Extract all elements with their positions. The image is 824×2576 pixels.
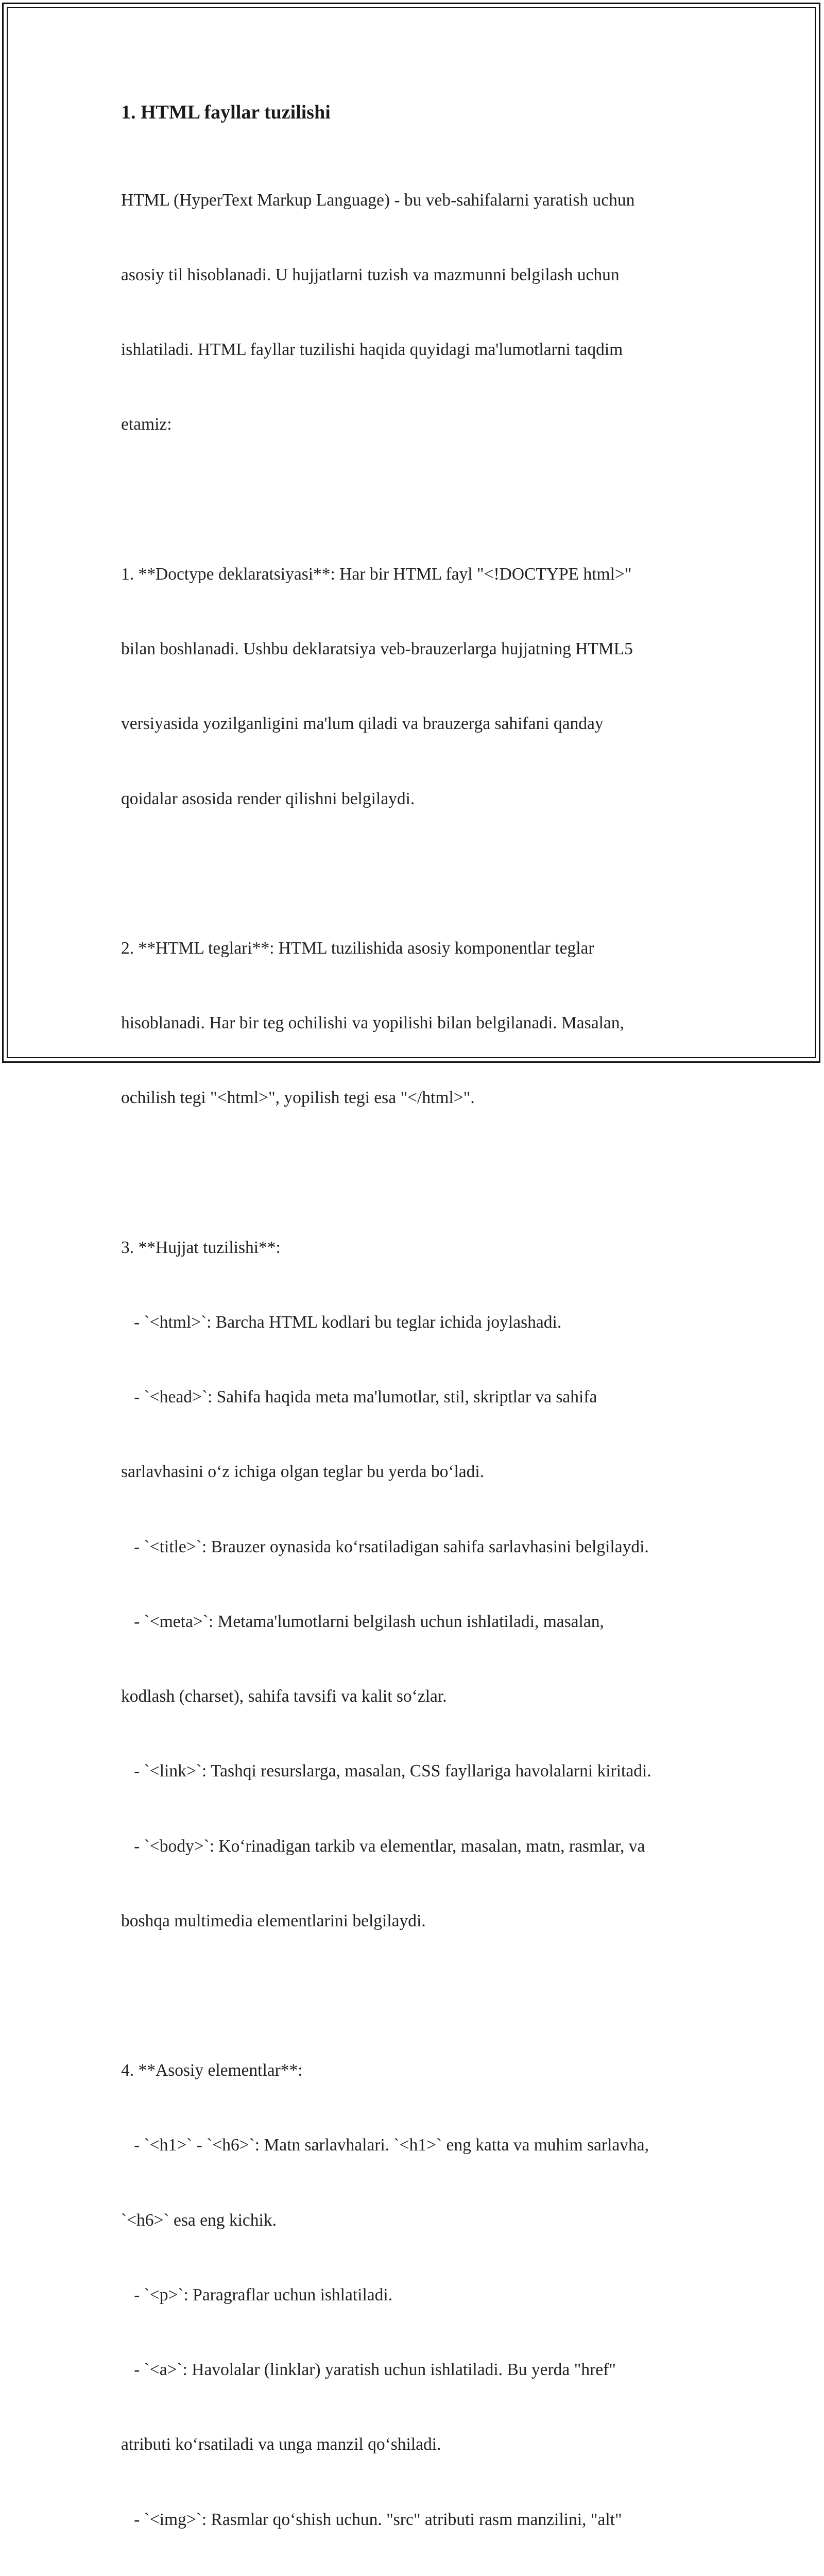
text-line: HTML (HyperText Markup Language) - bu veb-sahifalarni yaratish uchun — [121, 190, 635, 210]
text-line: hisoblanadi. Har bir teg ochilishi va yopilishi bilan belgilanadi. Masalan, — [121, 1013, 624, 1033]
text-line: 4. **Asosiy elementlar**: — [121, 2061, 303, 2080]
text-line: 1. **Doctype deklaratsiyasi**: Har bir HTML fayl "<!DOCTYPE html>" — [121, 564, 632, 584]
text-line: qoidalar asosida render qilishni belgilaydi. — [121, 789, 415, 808]
doctype-section — [121, 512, 708, 861]
text-line: kodlash (charset), sahifa tavsifi va kalit so‘zlar. — [121, 1687, 447, 1706]
text-line: versiyasida yozilganligini ma'lum qiladi va brauzerga sahifani qanday — [121, 714, 604, 734]
text-line: - `<body>`: Ko‘rinadigan tarkib va elementlar, masalan, matn, rasmlar, va — [121, 1836, 645, 1856]
paragraph-gap — [121, 487, 708, 512]
text-line: - `<h1>` - `<h6>`: Matn sarlavhalari. `<h1>` eng katta va muhim sarlavha, — [121, 2136, 649, 2155]
text-line: asosiy til hisoblanadi. U hujjatlarni tuzish va mazmunni belgilash uchun — [121, 265, 620, 285]
text-line: - `<html>`: Barcha HTML kodlari bu teglar ichida joylashadi. — [121, 1313, 562, 1332]
paragraph-gap — [121, 861, 708, 886]
html-tags-section — [121, 886, 708, 1160]
text-line: ishlatiladi. HTML fayllar tuzilishi haqida quyidagi ma'lumotlarni taqdim — [121, 340, 623, 360]
text-line: sarlavhasini o‘z ichiga olgan teglar bu yerda bo‘ladi. — [121, 1462, 485, 1482]
text-line: 2. **HTML teglari**: HTML tuzilishida asosiy komponentlar teglar — [121, 938, 594, 958]
text-line: - `<p>`: Paragraflar uchun ishlatiladi. — [121, 2285, 393, 2304]
text-line: - `<link>`: Tashqi resurslarga, masalan, CSS fayllariga havolalarni kiritadi. — [121, 1761, 651, 1781]
text-line: - `<head>`: Sahifa haqida meta ma'lumotlar, stil, skriptlar va sahifa — [121, 1387, 597, 1407]
text-line: 3. **Hujjat tuzilishi**: — [121, 1238, 281, 1257]
document-body — [121, 93, 708, 2576]
paragraph-gap — [121, 1161, 708, 1185]
text-line: boshqa multimedia elementlarini belgilaydi. — [121, 1911, 426, 1930]
text-line: bilan boshlanadi. Ushbu deklaratsiya veb-brauzerlarga hujjatning HTML5 — [121, 639, 633, 659]
basic-elements-section — [121, 2008, 708, 2576]
text-line: - `<meta>`: Metama'lumotlarni belgilash uchun ishlatiladi, masalan, — [121, 1612, 604, 1631]
paragraph-gap — [121, 1984, 708, 2008]
text-line: ochilish tegi "<html>", yopilish tegi esa "</html>". — [121, 1088, 475, 1108]
page-title: 1. HTML fayllar tuzilishi — [121, 101, 331, 123]
document-structure-section — [121, 1185, 708, 1984]
text-line: - `<title>`: Brauzer oynasida ko‘rsatiladigan sahifa sarlavhasini belgilaydi. — [121, 1537, 649, 1556]
text-line: - `<img>`: Rasmlar qo‘shish uchun. "src" atributi rasm manzilini, "alt" — [121, 2510, 622, 2529]
text-line: etamiz: — [121, 415, 172, 434]
text-line: - `<a>`: Havolalar (linklar) yaratish uchun ishlatiladi. Bu yerda "href" — [121, 2360, 616, 2380]
intro-paragraph — [121, 138, 708, 487]
text-line: atributi ko‘rsatiladi va unga manzil qo‘shiladi. — [121, 2435, 441, 2454]
text-line: `<h6>` esa eng kichik. — [121, 2210, 277, 2230]
